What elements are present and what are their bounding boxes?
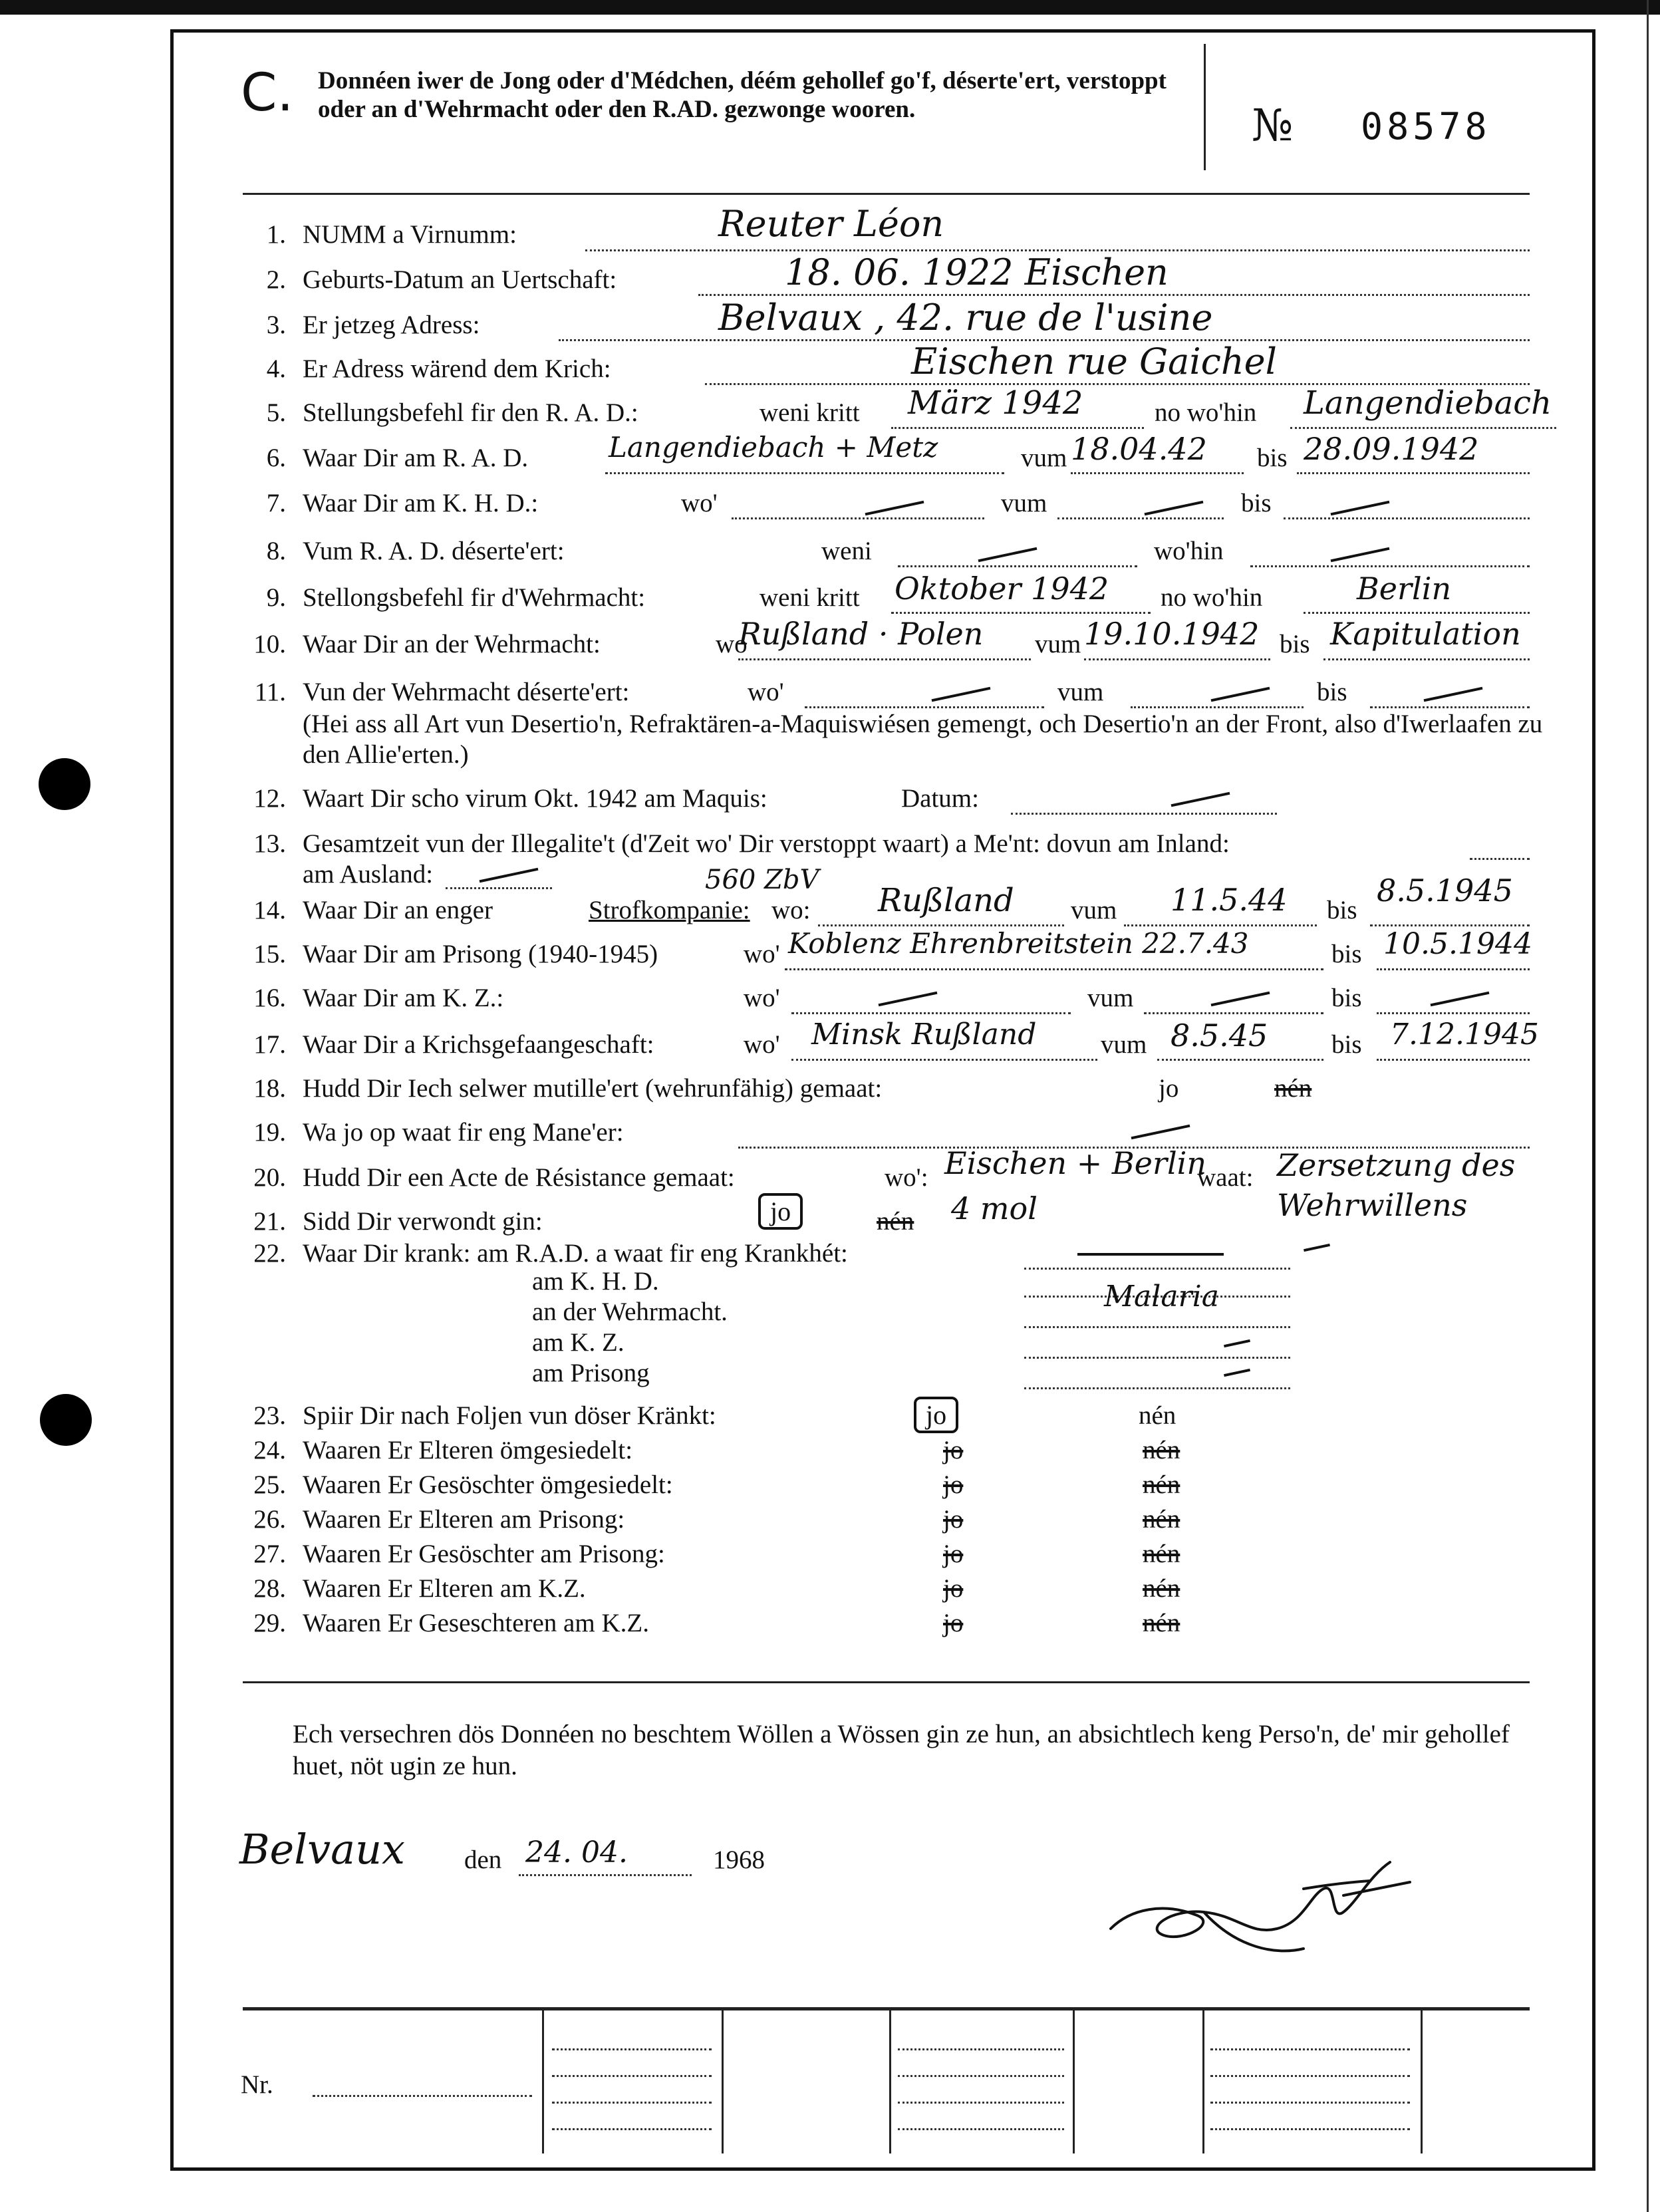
field-resistance: 20. Hudd Dir een Acte de Résistance gemaat: bbox=[253, 1163, 735, 1192]
field-wehrmacht: 10. Waar Dir an der Wehrmacht: bbox=[253, 630, 601, 658]
field-label: Waaren Er Geseschteren am K.Z. bbox=[303, 1609, 649, 1637]
field-siblings-resettled: 25. Waaren Er Gesöschter ömgesiedelt: bbox=[253, 1470, 673, 1499]
form-number: 08578 bbox=[1361, 105, 1491, 148]
header-divider bbox=[1204, 44, 1206, 170]
handwritten-address: Belvaux , 42. rue de l'usine bbox=[718, 297, 1213, 339]
field-maquis: 12. Waart Dir scho virum Okt. 1942 am Maquis: bbox=[253, 784, 767, 813]
field-wehrmacht-order: 9. Stellongsbefehl fir d'Wehrmacht: bbox=[266, 583, 646, 612]
field-label: Vum R. A. D. déserte'ert: bbox=[303, 537, 565, 565]
field-label: Waar Dir am Prisong (1940-1945) bbox=[303, 940, 658, 968]
field-consequences: 23. Spiir Dir nach Foljen vun döser Kränkt: bbox=[253, 1401, 716, 1430]
handwritten-rad-place: Langendiebach bbox=[1304, 384, 1552, 422]
field-label: Sidd Dir verwondt gin: bbox=[303, 1207, 543, 1236]
handwritten-rad-date: März 1942 bbox=[908, 384, 1083, 422]
field-label: Waaren Er Elteren am K.Z. bbox=[303, 1574, 586, 1603]
field-label: Waaren Er Gesöschter am Prisong: bbox=[303, 1540, 665, 1568]
field-label: Vun der Wehrmacht déserte'ert: bbox=[303, 678, 630, 706]
field-label: Wa jo op waat fir eng Mane'er: bbox=[303, 1118, 624, 1147]
field-label: Spiir Dir nach Foljen vun döser Kränkt: bbox=[303, 1401, 716, 1430]
field-parents-prison: 26. Waaren Er Elteren am Prisong: bbox=[253, 1505, 625, 1534]
field-label: Waart Dir scho virum Okt. 1942 am Maquis: bbox=[303, 784, 767, 813]
option-nen: nén bbox=[1139, 1401, 1176, 1430]
field-rad-order: 5. Stellungsbefehl fir den R. A. D.: bbox=[266, 398, 638, 427]
footer-rule bbox=[243, 2007, 1530, 2010]
field-label: Waaren Er Elteren am Prisong: bbox=[303, 1505, 625, 1534]
field-strafkompanie: 14. Waar Dir an enger bbox=[253, 896, 493, 924]
field-label: Gesamtzeit vun der Illegalite't (d'Zeit wo' Dir verstoppt waart) a Me'nt: dovun am Inland: bbox=[303, 829, 1230, 858]
scan-top-edge bbox=[0, 0, 1660, 15]
field-wounded: 21. Sidd Dir verwondt gin: bbox=[253, 1207, 543, 1236]
field-label: Geburts-Datum an Uertschaft: bbox=[303, 265, 617, 294]
handwritten-war-address: Eischen rue Gaichel bbox=[911, 341, 1277, 382]
header-rule bbox=[243, 193, 1530, 195]
field-address: 3. Er jetzeg Adress: bbox=[266, 311, 480, 339]
handwritten-signature bbox=[1104, 1849, 1437, 1982]
footer-nr-label: Nr. bbox=[241, 2070, 273, 2099]
field-war-address: 4. Er Adress wärend dem Krich: bbox=[266, 354, 611, 383]
number-symbol: № bbox=[1252, 100, 1294, 151]
field-siblings-prison: 27. Waaren Er Gesöschter am Prisong: bbox=[253, 1540, 665, 1568]
option-nen: nén bbox=[1274, 1074, 1312, 1103]
field-label: Stellongsbefehl fir d'Wehrmacht: bbox=[303, 583, 646, 612]
field-label: Waaren Er Gesöschter ömgesiedelt: bbox=[303, 1470, 673, 1499]
handwritten-birth: 18. 06. 1922 Eischen bbox=[785, 251, 1169, 293]
field-rad: 6. Waar Dir am R. A. D. bbox=[266, 444, 529, 472]
declaration-text: Ech versechren dös Donnéen no beschtem Wöllen a Wössen gin ze hun, an absichtlech keng Perso'n, de' mir gehollef huet, nöt ugin ze hun. bbox=[293, 1720, 1510, 1780]
field-label: Waaren Er Elteren ömgesiedelt: bbox=[303, 1436, 633, 1464]
field-method: 19. Wa jo op waat fir eng Mane'er: bbox=[253, 1118, 624, 1147]
form-heading: Donnéen iwer de Jong oder d'Médchen, déém gehollef go'f, déserte'ert, verstoppt oder an d'Wehrmacht oder den R.AD. gezwonge wooren. bbox=[318, 67, 1167, 123]
field-label: Stellungsbefehl fir den R. A. D.: bbox=[303, 398, 638, 427]
signature-place: Belvaux bbox=[239, 1825, 405, 1873]
handwritten-wehrmacht-place: Berlin bbox=[1357, 571, 1452, 607]
handwritten-malaria: Malaria bbox=[1104, 1280, 1219, 1313]
field-self-mutilation: 18. Hudd Dir Iech selwer mutille'ert (wehrunfähig) gemaat: bbox=[253, 1074, 883, 1103]
field-rad-desert: 8. Vum R. A. D. déserte'ert: bbox=[266, 537, 565, 565]
field-illegality: 13. Gesamtzeit vun der Illegalite't (d'Zeit wo' Dir verstoppt waart) a Me'nt: dovun am Inland: bbox=[253, 829, 1230, 858]
field-khd: 7. Waar Dir am K. H. D.: bbox=[266, 489, 539, 517]
field-label: Waar Dir am K. Z.: bbox=[303, 984, 504, 1012]
option-jo-selected: jo bbox=[914, 1397, 958, 1433]
field-label: Waar Dir an der Wehrmacht: bbox=[303, 630, 601, 658]
field-name: 1. NUMM a Virnumm: bbox=[266, 220, 517, 249]
field-label: Waar Dir krank: am R.A.D. a waat fir eng Krankhét: bbox=[303, 1239, 848, 1268]
section-letter: C. bbox=[241, 63, 294, 123]
section-rule bbox=[243, 1681, 1530, 1683]
field-birth: 2. Geburts-Datum an Uertschaft: bbox=[266, 265, 617, 294]
field-prison-1940: 15. Waar Dir am Prisong (1940-1945) bbox=[253, 940, 658, 968]
field-wehrmacht-desert: 11. Vun der Wehrmacht déserte'ert: bbox=[254, 678, 630, 706]
field-label: Hudd Dir Iech selwer mutille'ert (wehrunfähig) gemaat: bbox=[303, 1074, 883, 1103]
handwritten-rad-place-6: Langendiebach + Metz bbox=[609, 431, 938, 464]
field-label: Waar Dir an enger bbox=[303, 896, 493, 924]
field-label: Er Adress wärend dem Krich: bbox=[303, 354, 611, 383]
field-label: NUMM a Virnumm: bbox=[303, 220, 517, 249]
field-parents-resettled: 24. Waaren Er Elteren ömgesiedelt: bbox=[253, 1436, 633, 1464]
field-label: Waar Dir a Krichsgefaangeschaft: bbox=[303, 1030, 654, 1059]
handwritten-wehrmacht-date: Oktober 1942 bbox=[895, 571, 1109, 607]
field-parents-kz: 28. Waaren Er Elteren am K.Z. bbox=[253, 1574, 586, 1603]
option-jo-selected: jo bbox=[758, 1193, 803, 1230]
field-kz: 16. Waar Dir am K. Z.: bbox=[253, 984, 504, 1012]
field-label: Hudd Dir een Acte de Résistance gemaat: bbox=[303, 1163, 735, 1192]
desertion-note: (Hei ass all Art vun Desertio'n, Refraktären-a-Maquiswiésen gemengt, och Desertio'n an der Front, also d'Iwerlaafen zu den Allie'erten.) bbox=[303, 710, 1543, 769]
field-sickness: 22. Waar Dir krank: am R.A.D. a waat fir eng Krankhét: bbox=[253, 1239, 848, 1268]
field-label: Waar Dir am K. H. D.: bbox=[303, 489, 539, 517]
field-siblings-kz: 29. Waaren Er Geseschteren am K.Z. bbox=[253, 1609, 649, 1637]
field-label: Er jetzeg Adress: bbox=[303, 311, 480, 339]
field-pow: 17. Waar Dir a Krichsgefaangeschaft: bbox=[253, 1030, 654, 1059]
field-label: Waar Dir am R. A. D. bbox=[303, 444, 529, 472]
option-jo: jo bbox=[1159, 1074, 1179, 1103]
signature-date: 24. 04. bbox=[525, 1836, 628, 1869]
handwritten-name: Reuter Léon bbox=[718, 203, 944, 245]
option-nen: nén bbox=[877, 1207, 914, 1236]
